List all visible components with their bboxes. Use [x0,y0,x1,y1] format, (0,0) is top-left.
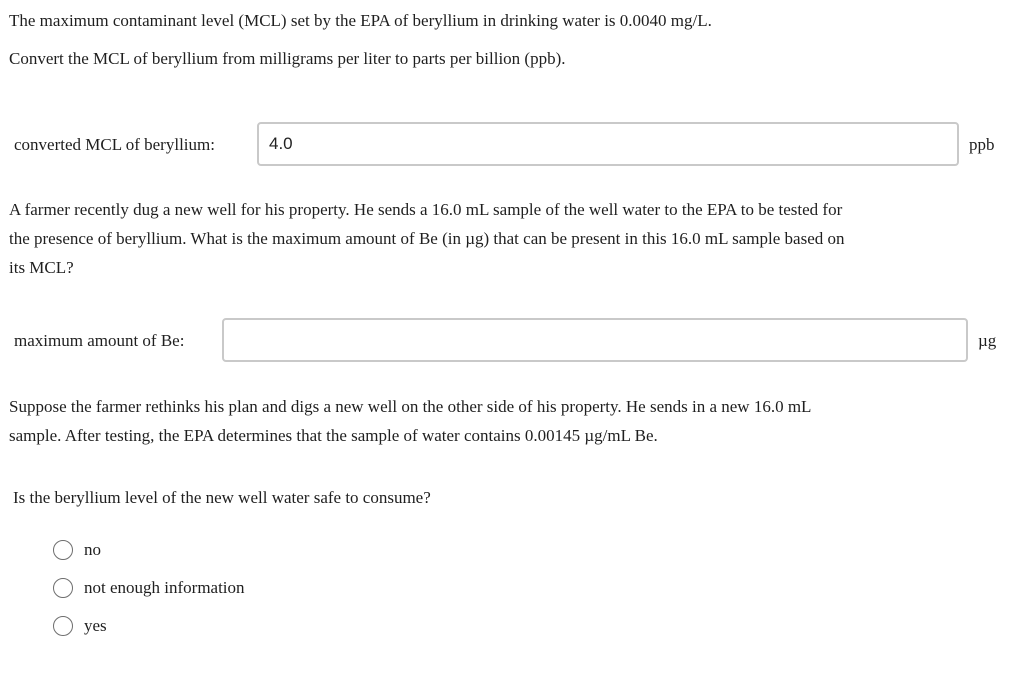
mcl-answer-row [9,122,1024,170]
option-no-label: no [84,540,101,559]
intro-line-1: The maximum contaminant level (MCL) set by the EPA of beryllium in drinking water is 0.0040 mg/L. [9,11,712,30]
mcl-field-label: converted MCL of beryllium: [14,135,215,154]
mcl-unit-label: ppb [969,135,995,154]
radio-yes[interactable] [53,616,73,636]
well-question-line-2: the presence of beryllium. What is the maximum amount of Be (in µg) that can be present in this 16.0 mL sample based on [9,229,845,248]
safety-question-prompt: Is the beryllium level of the new well water safe to consume? [13,488,431,507]
radio-not-enough-information[interactable] [53,578,73,598]
option-yes[interactable] [53,614,107,638]
second-well-line-2: sample. After testing, the EPA determines that the sample of water contains 0.00145 µg/mL Be. [9,426,658,445]
intro-line-2: Convert the MCL of beryllium from milligrams per liter to parts per billion (ppb). [9,49,566,68]
option-yes-label: yes [84,616,107,635]
be-unit-label: µg [978,331,997,350]
well-question-line-1: A farmer recently dug a new well for his property. He sends a 16.0 mL sample of the well water to the EPA to be tested for [9,200,843,219]
well-question-line-3: its MCL? [9,258,74,277]
be-answer-row [9,318,1024,366]
be-answer-input[interactable] [222,318,968,362]
be-field-label: maximum amount of Be: [14,331,185,350]
option-not-enough-information-label: not enough information [84,578,245,597]
option-no[interactable] [53,538,101,562]
mcl-answer-input[interactable] [257,122,959,166]
second-well-line-1: Suppose the farmer rethinks his plan and digs a new well on the other side of his property. He sends in a new 16.0 mL [9,397,812,416]
option-not-enough-information[interactable] [53,576,245,600]
radio-no[interactable] [53,540,73,560]
